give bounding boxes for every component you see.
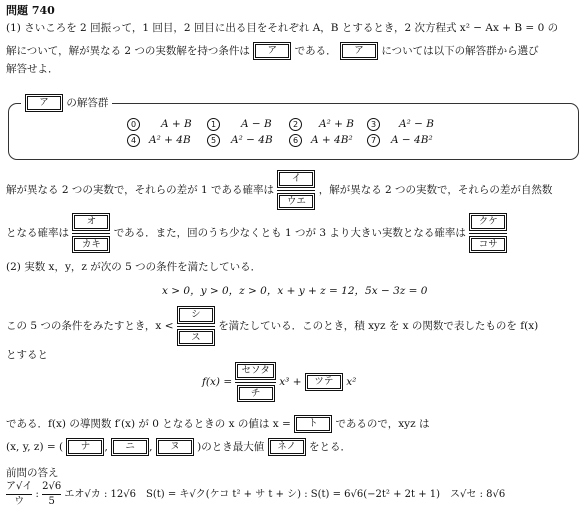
f-lhs: f(x) = [202, 376, 233, 388]
choice-3-text: A² − B [399, 118, 434, 130]
answer-box-chi[interactable]: チ [237, 385, 275, 403]
choice-6-text: A + 4B² [311, 134, 353, 146]
choice-4-text: A² + 4B [149, 134, 191, 146]
answer-box-nu[interactable]: ヌ [156, 438, 194, 456]
prev-frac-ans-den: 5 [48, 496, 55, 507]
p3-line2b: を満たしている．このとき，積 xyz を x の関数で表したものを f(x) [218, 320, 539, 332]
prev-frac [6, 482, 32, 507]
p1-line2 [6, 42, 539, 60]
choice-4-num[interactable]: 4 [127, 134, 140, 147]
p4-line2a: (x, y, z) = ( [6, 440, 64, 453]
choice-6-num[interactable]: 6 [289, 134, 302, 147]
choice-1-text: A − B [241, 118, 272, 130]
prev-answer: エオ√カ : 12√6 S(t) = キ√ク(ケコ t² + サ t + シ) : S(t) = 6√6(−2t² + 2t + 1) ス√セ : 8√6 [64, 489, 506, 500]
f-equation [202, 362, 356, 402]
answer-box-a[interactable]: ア [253, 42, 291, 60]
p4-line2b: )のとき最大値 [197, 440, 265, 453]
p3-line2a: この 5 つの条件をみたすとき，x < [6, 320, 174, 332]
f-x3: x³ + [279, 376, 302, 388]
answer-box-kosa[interactable]: コサ [469, 236, 507, 254]
prev-answer-row: ア√イ ウ : $\frac{2√6}{5}$ エオ√カ : 12√6 S(t) = キ√ク(ケコ t² + サ t + シ) : S(t) = 6√6(−2t² + 2t + 1) ス√セ : 8√6 [6, 481, 506, 507]
fraction-shi-su [177, 306, 215, 346]
fraction-sesota-chi [235, 362, 275, 402]
p3-line2 [6, 306, 538, 346]
p4-line2: (x, y, z) = ( ナ , ニ , ヌ )のとき最大値 ネノ をとる． [6, 438, 351, 456]
p1-line3: 解答せよ． [6, 63, 59, 75]
prev-frac-num: ア√イ [6, 481, 33, 492]
problem-title: 問題 740 [6, 4, 55, 17]
p3-line1: (2) 実数 x，y，z が次の 5 つの条件を満たしている． [6, 261, 262, 273]
p4-line2c: をとる． [308, 440, 351, 453]
p2-line2b: である．また，回のうち少なくとも 1 つが 3 より大きい実数となる確率は [113, 227, 466, 239]
answer-box-kaki[interactable]: カキ [72, 236, 110, 254]
choice-3-num[interactable]: 3 [367, 118, 380, 131]
p3-conditions: x > 0，y > 0，z > 0，x + y + z = 12，5x − 3z = 0 [162, 285, 428, 297]
answer-box-ue[interactable]: ウエ [277, 193, 315, 211]
p1-line2c: については以下の解答群から選び [381, 44, 539, 57]
answer-box-o[interactable]: オ [72, 213, 110, 231]
choice-group-box: ア [25, 94, 63, 112]
p2-line1 [6, 170, 552, 210]
choice-5-num[interactable]: 5 [207, 134, 220, 147]
p4-line1b: であるので，xyz は [335, 417, 430, 430]
p2-line1b: ，解が異なる 2 つの実数で，それらの差が自然数 [318, 184, 553, 196]
fraction-i-ue [277, 170, 315, 210]
answer-box-kuke[interactable]: クケ [469, 213, 507, 231]
p4-line1a: である．f(x) の導関数 f′(x) が 0 となるときの x の値は x = [6, 417, 291, 430]
fraction-o-kaki [72, 213, 110, 253]
choice-0-text: A + B [161, 118, 192, 130]
p3-line3: とすると [6, 349, 48, 361]
choice-7-text: A − 4B² [391, 134, 433, 146]
p1-line2a: 解について，解が異なる 2 つの実数解を持つ条件は [6, 44, 250, 57]
answer-box-sesota[interactable]: セソタ [235, 362, 275, 380]
prev-title: 前問の答え [6, 467, 59, 479]
p4-line1 [6, 415, 429, 433]
answer-box-i[interactable]: イ [277, 170, 315, 188]
choice-7-num[interactable]: 7 [367, 134, 380, 147]
p1-line2b: である． [294, 44, 337, 57]
choice-group [8, 96, 579, 160]
prev-frac-ans [42, 482, 61, 507]
choice-group-label [21, 94, 112, 112]
answer-box-a-ref[interactable]: ア [340, 42, 378, 60]
prev-frac-ans-num: 2√6 [42, 481, 62, 492]
answer-box-shi[interactable]: シ [177, 306, 215, 324]
p2-line2 [6, 213, 507, 253]
choice-group-suffix: の解答群 [66, 96, 109, 109]
choice-2-num[interactable]: 2 [289, 118, 302, 131]
p2-line1a: 解が異なる 2 つの実数で，それらの差が 1 である確率は [6, 184, 275, 196]
choice-2-text: A² + B [319, 118, 354, 130]
answer-box-to[interactable]: ト [294, 415, 332, 433]
answer-box-na[interactable]: ナ [66, 438, 104, 456]
answer-box-neno[interactable]: ネノ [268, 438, 306, 456]
answer-box-ni[interactable]: ニ [111, 438, 149, 456]
choice-5-text: A² − 4B [231, 134, 273, 146]
fraction-kuke-kosa [469, 213, 507, 253]
p2-line2a: となる確率は [6, 227, 69, 239]
choice-0-num[interactable]: 0 [127, 118, 140, 131]
p1-line1: (1) さいころを 2 回振って，1 回目，2 回目に出る目をそれぞれ A，B とするとき，2 次方程式 x² − Ax + B = 0 の [6, 22, 559, 34]
choice-1-num[interactable]: 1 [207, 118, 220, 131]
f-x2: x² [346, 376, 357, 388]
prev-frac-den: ウ [14, 496, 25, 507]
answer-box-su[interactable]: ス [177, 329, 215, 347]
answer-box-tsute[interactable]: ツテ [305, 373, 343, 391]
